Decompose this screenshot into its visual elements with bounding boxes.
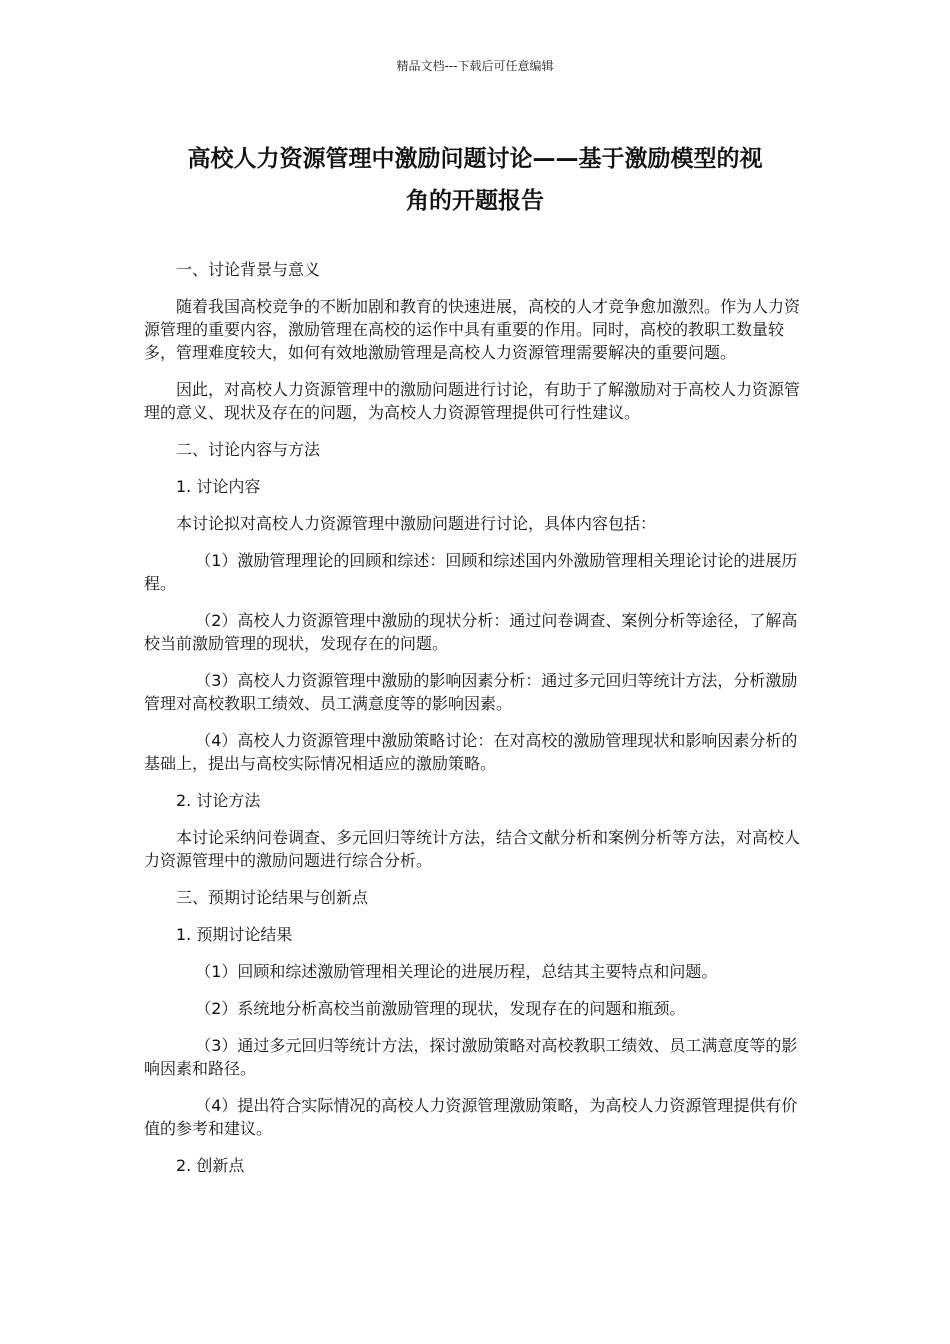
section-heading: 三、预期讨论结果与创新点 (176, 888, 369, 907)
list-item: （3）通过多元回归等统计方法，探讨激励策略对高校教职工绩效、员工满意度等的影响因素和路径。 (144, 1036, 798, 1078)
list-item: （2）高校人力资源管理中激励的现状分析：通过问卷调查、案例分析等途径，了解高校当前激励管理的现状，发现存在的问题。 (144, 611, 798, 653)
title-line-2: 角的开题报告 (406, 188, 544, 214)
title-line-1: 高校人力资源管理中激励问题讨论——基于激励模型的视 (187, 146, 763, 172)
subsection-heading: 1. 预期讨论结果 (176, 925, 293, 944)
paragraph: 因此，对高校人力资源管理中的激励问题进行讨论，有助于了解激励对于高校人力资源管理的意义、现状及存在的问题，为高校人力资源管理提供可行性建议。 (144, 380, 801, 422)
list-item: （1）激励管理理论的回顾和综述：回顾和综述国内外激励管理相关理论讨论的进展历程。 (144, 551, 798, 593)
document-body (144, 258, 806, 1191)
section-heading: 一、讨论背景与意义 (176, 260, 321, 279)
subsection-heading: 2. 创新点 (176, 1156, 245, 1175)
subsection-heading: 2. 讨论方法 (176, 791, 261, 810)
list-item: （1）回顾和综述激励管理相关理论的进展历程，总结其主要特点和问题。 (195, 962, 718, 981)
list-item: （4）高校人力资源管理中激励策略讨论：在对高校的激励管理现状和影响因素分析的基础上，提出与高校实际情况相适应的激励策略。 (144, 731, 798, 773)
paragraph: 随着我国高校竞争的不断加剧和教育的快速进展，高校的人才竞争愈加激烈。作为人力资源管理的重要内容，激励管理在高校的运作中具有重要的作用。同时，高校的教职工数量较多，管理难度较大，如何有效地激励管理是高校人力资源管理需要解决的重要问题。 (144, 297, 801, 362)
list-item: （2）系统地分析高校当前激励管理的现状，发现存在的问题和瓶颈。 (195, 999, 686, 1018)
page-header: 精品文档---下载后可任意编辑 (396, 59, 554, 73)
document-title (140, 138, 810, 222)
paragraph: 本讨论采纳问卷调查、多元回归等统计方法，结合文献分析和案例分析等方法，对高校人力资源管理中的激励问题进行综合分析。 (144, 828, 801, 870)
list-item: （4）提出符合实际情况的高校人力资源管理激励策略，为高校人力资源管理提供有价值的参考和建议。 (144, 1096, 798, 1138)
paragraph: 本讨论拟对高校人力资源管理中激励问题进行讨论，具体内容包括： (176, 514, 657, 533)
section-heading: 二、讨论内容与方法 (176, 440, 321, 459)
subsection-heading: 1. 讨论内容 (176, 477, 261, 496)
list-item: （3）高校人力资源管理中激励的影响因素分析：通过多元回归等统计方法，分析激励管理对高校教职工绩效、员工满意度等的影响因素。 (144, 671, 798, 713)
